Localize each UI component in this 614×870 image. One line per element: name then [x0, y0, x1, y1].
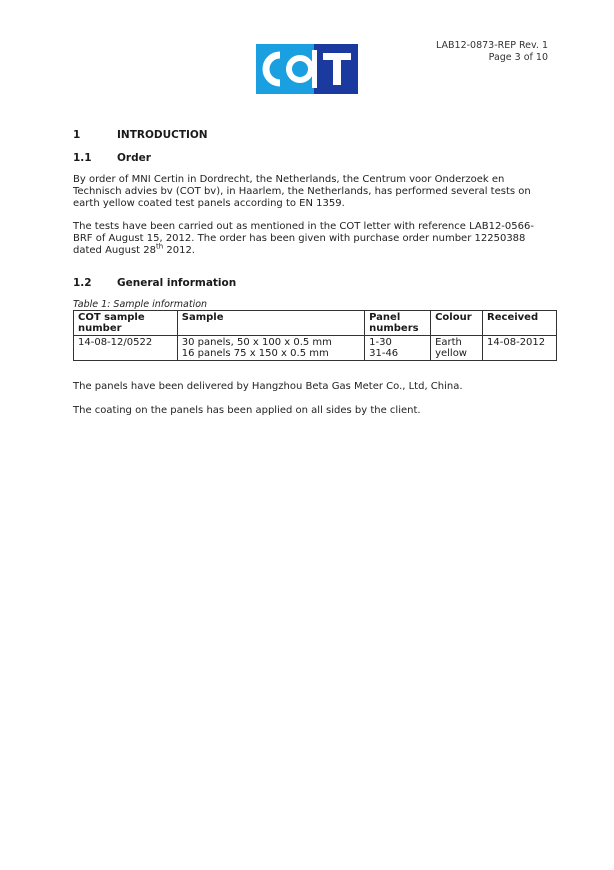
received-cell: 14-08-2012	[483, 336, 557, 361]
section-number: 1.2	[73, 277, 92, 289]
report-reference: LAB12-0873-REP Rev. 1	[436, 40, 548, 51]
cot-logo	[256, 44, 358, 94]
column-header: COT sample number	[74, 311, 178, 336]
section-heading-order	[73, 152, 151, 164]
section-title: General information	[117, 277, 237, 289]
panel-line: 1-30	[369, 337, 392, 348]
order-paragraph-2-text: The tests have been carried out as mentioned in the COT letter with reference LAB12-0566-BRF of August 15, 2012. The order has been given with purchase order number 12250388 dated August 28	[73, 221, 534, 256]
superscript-th: th	[155, 242, 164, 251]
section-heading-general-information	[73, 277, 236, 289]
column-header: Colour	[431, 311, 483, 336]
delivery-paragraph: The panels have been delivered by Hangzhou Beta Gas Meter Co., Ltd, China.	[73, 381, 463, 392]
panel-line: 31-46	[369, 348, 399, 359]
column-header: Panel numbers	[365, 311, 431, 336]
order-paragraph-2-tail: 2012.	[163, 245, 195, 256]
coating-paragraph: The coating on the panels has been applied on all sides by the client.	[73, 405, 421, 416]
cot-number-cell: 14-08-12/0522	[74, 336, 178, 361]
report-header	[436, 40, 548, 64]
table-caption: Table 1: Sample information	[73, 299, 208, 310]
order-paragraph-2	[73, 221, 545, 257]
column-header: Received	[483, 311, 557, 336]
colour-cell: Earth yellow	[431, 336, 483, 361]
table-header-row	[74, 311, 557, 336]
section-title: Order	[117, 152, 151, 164]
section-number: 1.1	[73, 152, 92, 164]
order-paragraph-1: By order of MNI Certin in Dordrecht, the Netherlands, the Centrum voor Onderzoek en Technisch advies bv (COT bv), in Haarlem, the Netherlands, has performed several tests on earth yellow coated test panels according to EN 1359.	[73, 174, 531, 209]
page-number: Page 3 of 10	[488, 52, 548, 63]
sample-line: 30 panels, 50 x 100 x 0.5 mm	[181, 337, 332, 348]
panel-numbers-cell	[365, 336, 431, 361]
cot-logo-icon	[256, 44, 358, 94]
sample-information-table	[73, 310, 557, 361]
section-number: 1	[73, 129, 81, 141]
sample-line: 16 panels 75 x 150 x 0.5 mm	[181, 348, 329, 359]
section-heading-introduction	[73, 129, 208, 141]
section-title: INTRODUCTION	[117, 129, 208, 141]
table-row	[74, 336, 557, 361]
column-header: Sample	[177, 311, 364, 336]
sample-cell	[177, 336, 364, 361]
